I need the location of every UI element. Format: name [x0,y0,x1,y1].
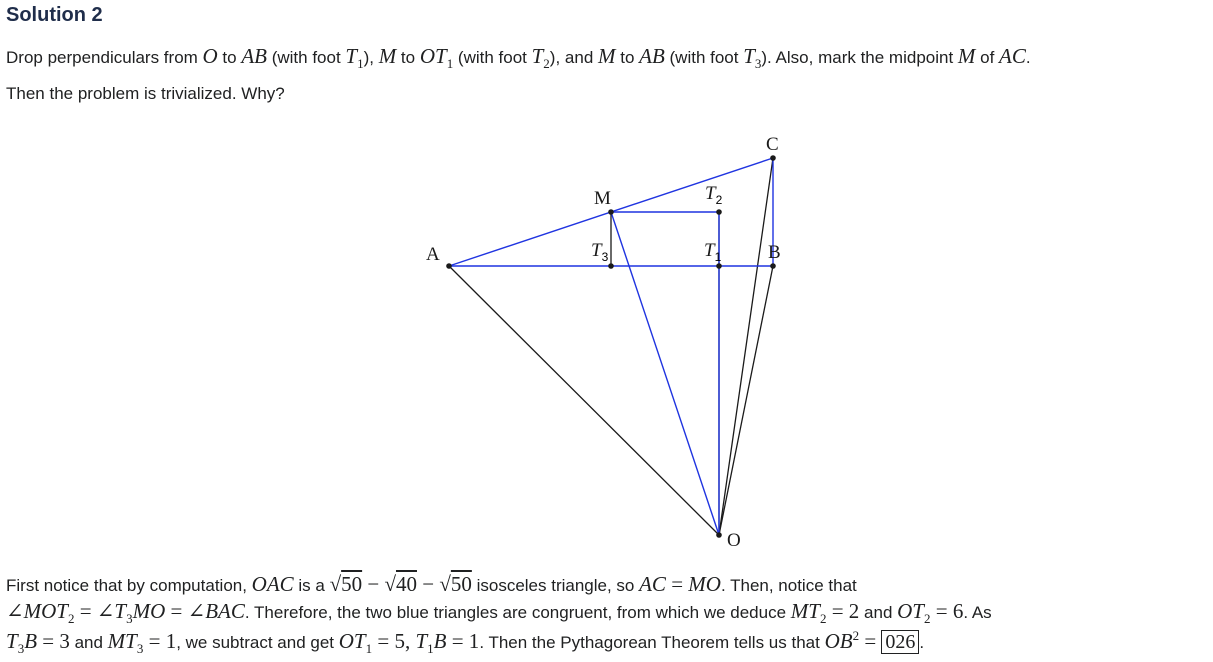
point-M [608,209,614,215]
segment-MO [611,212,719,535]
label-T2: $T_2$ [705,183,723,207]
point-T1 [716,263,722,269]
segment-AO [449,266,719,535]
point-C [770,155,776,161]
intro-line-1: Drop perpendiculars from O to AB (with foot $T_1$), M to $OT_1$ (with foot $T_2$), and M to AB (with foot $T_3$). Also, mark the midpoint M of AC. [6,44,1031,72]
intro-line-2: Then the problem is trivialized. Why? [6,84,285,103]
label-T1: $T_1$ [704,240,722,264]
segment-OB [719,266,773,535]
label-A: A [426,244,440,265]
para-line-3: $T_3B = 3$ and $MT_3 = 1$, we subtract and get $OT_1 = 5$, $T_1B = 1$. Then the Pythagorean Theorem tells us that $OB^2 = 026$ . [6,628,925,657]
label-M: M [594,188,611,209]
label-C: C [766,134,779,155]
para-line-2: $\angle MOT_2$ = $\angle T_3MO$ = ∠BAC. Therefore, the two blue triangles are congruent, from which we deduce $MT_2 = 2$ and $OT_2 = 6$. As [6,599,992,627]
solution-heading: Solution 2 [6,4,103,26]
point-B [770,263,776,269]
label-B: B [768,242,781,263]
para-line-1: First notice that by computation, OAC is a √50 − √40 − √50 isosceles triangle, so AC = MO. Then, notice that [6,572,857,596]
segment-OC [719,158,773,535]
point-O [716,532,722,538]
label-O: O [727,530,741,551]
point-A [446,263,452,269]
label-T3: $T_3$ [591,240,609,264]
point-T3 [608,263,614,269]
point-T2 [716,209,722,215]
answer-box: 026 [881,630,919,654]
